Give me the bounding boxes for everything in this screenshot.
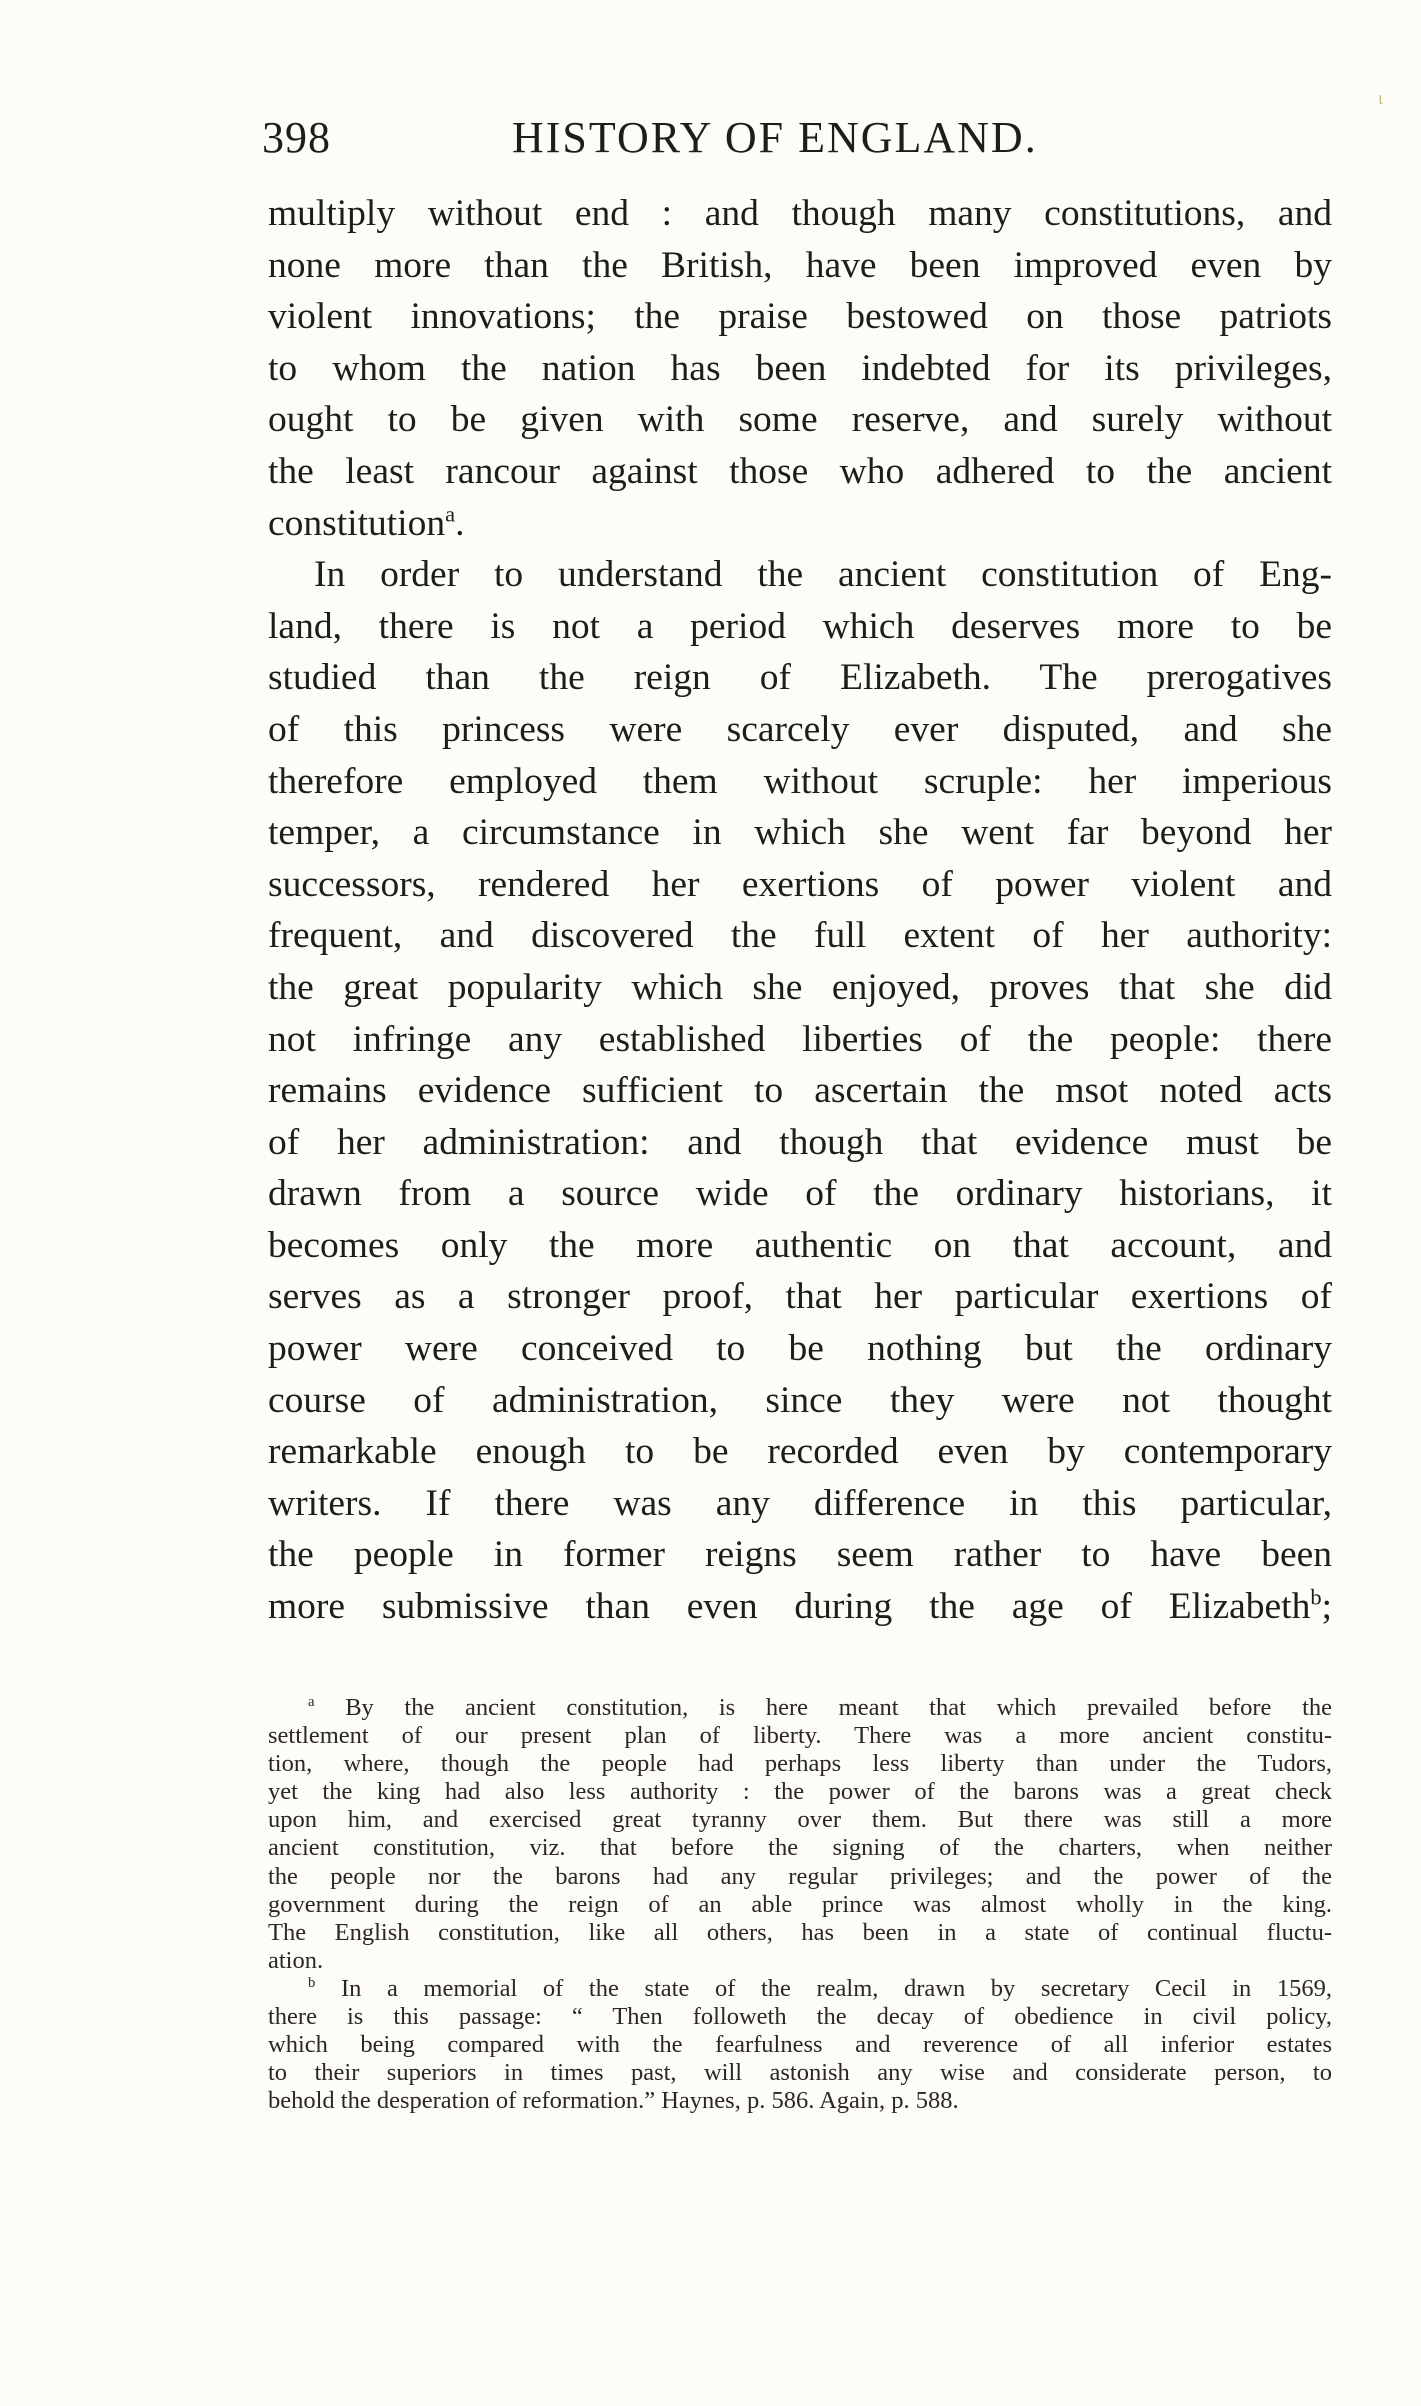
text-line: successors, rendered her exertions of power violent and [268,863,1332,905]
footnote-ref-b[interactable]: b [1310,1584,1322,1610]
footnote-line: ancient constitution, viz. that before the signing of the charters, when neither [268,1834,1332,1862]
paragraph-start-line: In order to understand the ancient constitution of Eng- [314,554,1332,596]
text-line: ought to be given with some reserve, and surely without [268,399,1332,441]
text-line: studied than the reign of Elizabeth. The prerogatives [268,657,1332,699]
text-line: remarkable enough to be recorded even by contemporary [268,1431,1332,1473]
text-line: the great popularity which she enjoyed, proves that she did [268,966,1332,1008]
page-header [262,112,1322,172]
footnote-line: there is this passage: “ Then followeth the decay of obedience in civil policy, [268,2003,1332,2031]
text-line: the least rancour against those who adhered to the ancient [268,450,1332,492]
text-line: to whom the nation has been indebted for its privileges, [268,347,1332,389]
text-line: of her administration: and though that evidence must be [268,1121,1332,1163]
text-line: land, there is not a period which deserves more to be [268,605,1332,647]
footnote-line: upon him, and exercised great tyranny over them. But there was still a more [268,1806,1332,1834]
text-line: frequent, and discovered the full extent of her authority: [268,915,1332,957]
text-line: none more than the British, have been improved even by [268,244,1332,286]
footnote-marker-b: b [308,1975,316,1992]
footnote-text: In a memorial of the state of the realm, drawn by secretary Cecil in 1569, [340,1974,1332,2002]
footnotes [268,1694,1332,2115]
text-line: writers. If there was any difference in this particular, [268,1482,1332,1524]
text-line-with-footnote-a [268,498,1332,550]
footnote-line: tion, where, though the people had perhaps less liberty than under the Tudors, [268,1750,1332,1778]
text-line: power were conceived to be nothing but the ordinary [268,1328,1332,1370]
text-line: of this princess were scarcely ever disputed, and she [268,708,1332,750]
footnote-a-first-line [268,1694,1332,1722]
corner-mark: ι [1378,88,1383,108]
text-line: violent innovations; the praise bestowed on those patriots [268,296,1332,338]
text-line: not infringe any established liberties of the people: there [268,1018,1332,1060]
text-line: constitution [268,502,446,544]
footnote-marker-a: a [308,1694,315,1711]
main-text [268,188,1332,1633]
running-title: HISTORY OF ENGLAND. [512,113,1038,162]
footnote-line: the people nor the barons had any regular privileges; and the power of the [268,1862,1332,1890]
footnote-line: yet the king had also less authority : the power of the barons was a great check [268,1778,1332,1806]
footnote-ref-a[interactable]: a [445,501,456,527]
footnote-line: settlement of our present plan of liberty. There was a more ancient constitu- [268,1722,1332,1750]
text-line: therefore employed them without scruple: her imperious [268,760,1332,802]
punctuation: ; [1321,1586,1332,1628]
text-line: multiply without end : and though many constitutions, and [268,193,1332,234]
footnote-b-first-line [268,1975,1332,2003]
text-line: remains evidence sufficient to ascertain the msot noted acts [268,1070,1332,1112]
text-line: the people in former reigns seem rather to have been [268,1534,1332,1576]
text-line: serves as a stronger proof, that her particular exertions of [268,1276,1332,1318]
punctuation: . [455,502,465,544]
footnote-line: The English constitution, like all others, has been in a state of continual fluctu- [268,1918,1332,1946]
footnote-line: to their superiors in times past, will astonish any wise and considerate person, to [268,2059,1332,2087]
text-line: becomes only the more authentic on that account, and [268,1224,1332,1266]
text-line: drawn from a source wide of the ordinary historians, it [268,1173,1332,1215]
text-line: course of administration, since they were not thought [268,1379,1332,1421]
text-line: more submissive than even during the age of Elizabeth [268,1586,1311,1628]
footnote-line: behold the desperation of reformation.” Haynes, p. 586. Again, p. 588. [268,2087,959,2115]
text-line-with-footnote-b [268,1581,1332,1633]
page-number: 398 [262,113,331,162]
footnote-line: ation. [268,1946,324,1974]
footnote-text: By the ancient constitution, is here meant that which prevailed before the [345,1694,1332,1721]
footnote-line: which being compared with the fearfulness and reverence of all inferior estates [268,2031,1332,2059]
text-line: temper, a circumstance in which she went far beyond her [268,812,1332,854]
footnote-line: government during the reign of an able prince was almost wholly in the king. [268,1890,1332,1918]
